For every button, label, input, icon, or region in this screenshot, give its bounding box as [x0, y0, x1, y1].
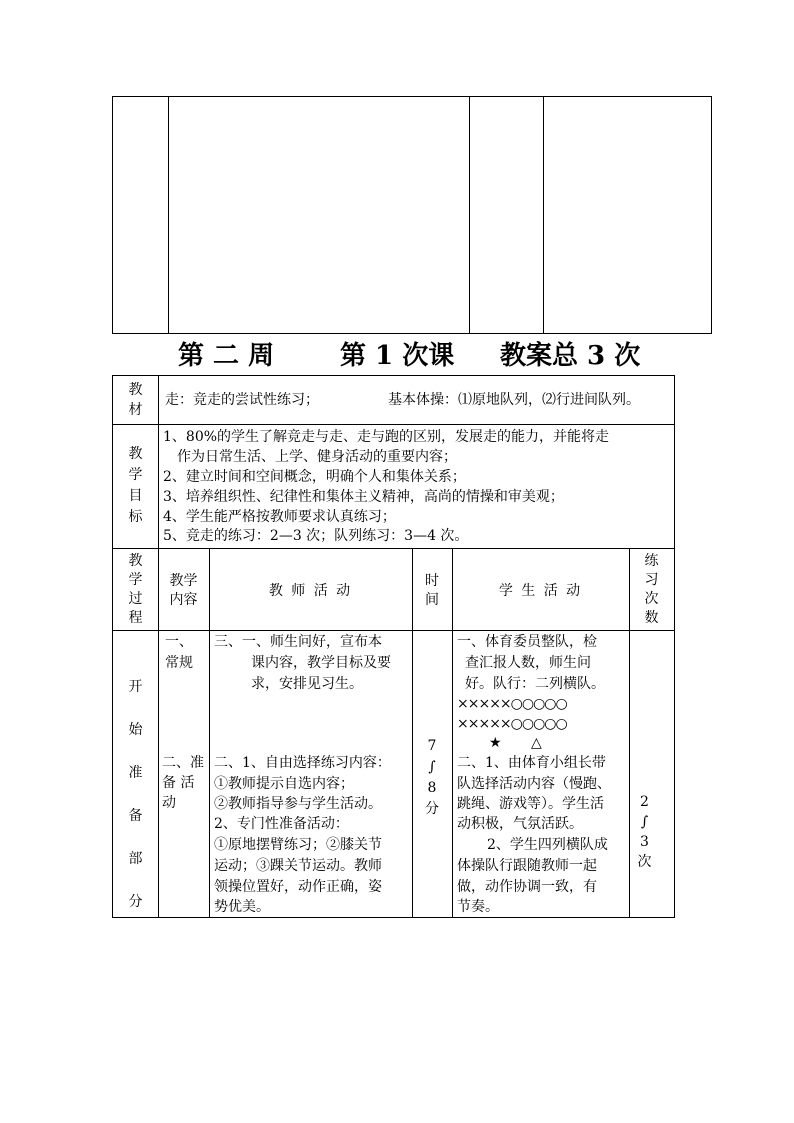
- content-prep: 备 活: [162, 775, 195, 791]
- materials-gym: 基本体操：⑴原地队列，⑵行进间队列。: [388, 392, 640, 408]
- teacher-activity: ①原地摆臂练习；②膝关节: [214, 837, 382, 853]
- objective-line: 4、学生能严格按教师要求认真练习；: [163, 509, 396, 525]
- header-student: 学 生 活 动: [498, 583, 583, 599]
- row-divider: [113, 548, 674, 549]
- teacher-activity: 2、专门性准备活动：: [214, 816, 349, 832]
- content-routine: 常规: [165, 655, 193, 671]
- column-divider: [452, 548, 453, 917]
- lesson-plan-table: [112, 375, 675, 918]
- objective-line: 1、80%的学生了解竞走与走、走与跑的区别，发展走的能力，并能将走: [163, 429, 610, 445]
- column-divider: [158, 376, 159, 917]
- student-activity: 二、1、由体育小组长带: [457, 755, 606, 771]
- formation-row: ×××××○○○○○: [457, 696, 567, 712]
- teacher-activity: 课内容，教学目标及要: [251, 655, 391, 671]
- student-activity: 好。队行：二列横队。: [465, 676, 605, 692]
- row-divider: [113, 630, 674, 631]
- header-reps: 练 习 次 数: [644, 553, 659, 626]
- content-prep: 动: [162, 795, 176, 811]
- objective-line: 2、建立时间和空间概念，明确个人和集体关系；: [163, 469, 466, 485]
- formation-triangle: △: [531, 735, 542, 751]
- table-divider: [168, 97, 169, 333]
- teacher-activity: 运动；③踝关节运动。教师: [214, 858, 382, 874]
- previous-lesson-table: [112, 96, 712, 334]
- section-label: 开 始 准 备 部 分: [128, 679, 143, 910]
- student-activity: 一、体育委员整队，检: [457, 634, 597, 650]
- table-divider: [543, 97, 544, 333]
- header-teacher: 教 师 活 动: [268, 583, 353, 599]
- teacher-activity: 领操位置好，动作正确，姿: [214, 879, 382, 895]
- student-activity: 做，动作协调一致，有: [457, 879, 597, 895]
- objective-line: 5、竞走的练习：2—3 次；队列练习：3—4 次。: [163, 528, 469, 544]
- teacher-activity: 三、一、师生问好，宣布本: [214, 634, 382, 650]
- student-activity: 动积极，气氛活跃。: [457, 816, 583, 832]
- time-value: 7 ∫ 8 分: [425, 738, 439, 817]
- objective-line: 3、培养组织性、纪律性和集体主义精神，高尚的情操和审美观；: [163, 489, 564, 505]
- title-total: 教案总 3 次: [500, 341, 641, 371]
- header-process: 教 学 过 程: [128, 553, 143, 626]
- teacher-activity: ①教师提示自选内容；: [214, 776, 354, 792]
- title-week: 第 二 周: [178, 341, 275, 371]
- teacher-activity: ②教师指导参与学生活动。: [214, 796, 382, 812]
- student-activity: 队选择活动内容（慢跑、: [457, 776, 611, 792]
- header-time: 时 间: [425, 573, 439, 608]
- header-content: 教学 内容: [169, 573, 198, 608]
- student-activity: 节奏。: [457, 899, 499, 915]
- column-divider: [209, 548, 210, 917]
- student-activity: 体操队行跟随教师一起: [457, 858, 597, 874]
- teacher-activity: 势优美。: [214, 899, 270, 915]
- objective-line: 作为日常生活、上学、健身活动的重要内容；: [177, 449, 457, 465]
- student-activity: 跳绳、游戏等）。学生活: [457, 796, 604, 812]
- student-activity: 查汇报人数，师生问: [465, 655, 591, 671]
- row-divider: [113, 424, 674, 425]
- materials-label: 教 材: [128, 382, 143, 418]
- table-divider: [469, 97, 470, 333]
- teacher-activity: 求，安排见习生。: [251, 676, 363, 692]
- objectives-label: 教 学 目 标: [128, 446, 143, 525]
- teacher-activity: 二、1、自由选择练习内容：: [214, 755, 391, 771]
- content-routine-num: 一、: [165, 634, 193, 650]
- title-lesson: 第 1 次课: [340, 341, 455, 371]
- teacher-position-star: ★: [489, 735, 502, 751]
- formation-row: ×××××○○○○○: [457, 716, 567, 732]
- reps-value: 2 ∫ 3 次: [637, 794, 652, 870]
- student-activity: 2、学生四列横队成: [487, 837, 608, 853]
- content-prep: 二、准: [162, 755, 204, 771]
- lesson-title: [112, 338, 712, 374]
- materials-walk: 走：竞走的尝试性练习；: [165, 392, 319, 408]
